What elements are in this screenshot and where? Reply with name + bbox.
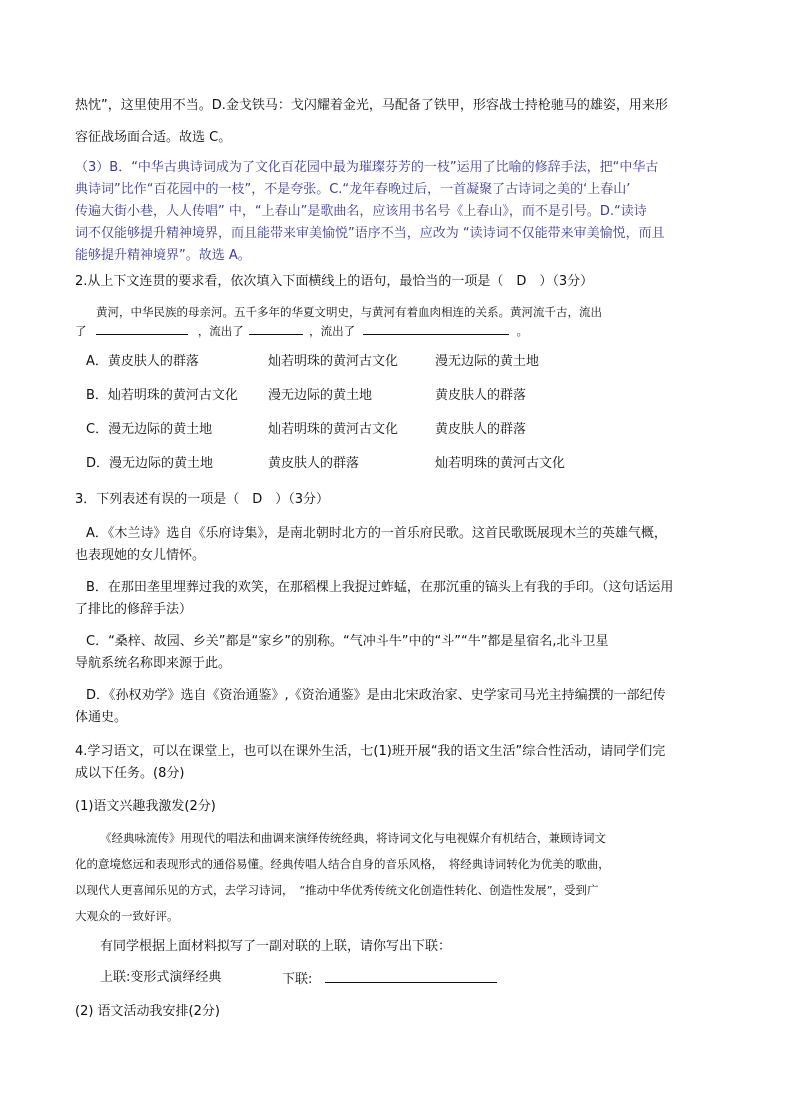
explanation-line: 能够提升精神境界”。故选 A。	[75, 248, 251, 263]
text-line: 热忱”，这里使用不当。D.金戈铁马：戈闪耀着金光，马配备了铁甲，形容战士持枪驰马的雄姿，用来形	[75, 98, 668, 113]
couplet-lower-label: 下联:	[282, 972, 313, 987]
option-d-line: D．《孙权劝学》选自《资治通鉴》,《资治通鉴》是由北宋政治家、史学家司马光主持编撰的一部纪传	[86, 688, 666, 703]
option-c-line: 导航系统名称即来源于此。	[75, 656, 232, 671]
material-line: 大观众的一致好评。	[75, 909, 179, 923]
material-line: 《经典咏流传》用现代的唱法和曲调来演绎传统经典，将诗词文化与电视媒介有机结合，兼顾诗词文	[100, 831, 606, 845]
option-cell: B．灿若明珠的黄河古文化	[86, 388, 238, 403]
blank-2[interactable]	[249, 320, 303, 335]
blank-3[interactable]	[363, 320, 509, 335]
material-line: 化的意境悠远和表现形式的通俗易懂。经典传唱人结合自身的音乐风格， 将经典诗词转化为优美的歌曲，	[75, 857, 610, 871]
option-cell: A．黄皮肤人的群落	[86, 354, 199, 369]
option-c-line: C．“桑梓、故园、乡关”都是“家乡”的别称。“气冲斗牛”中的“斗”“牛”都是星宿名,北斗卫星	[86, 634, 609, 649]
option-b-line: B．在那田垄里埋葬过我的欢笑，在那稻棵上我捉过蚱蜢，在那沉重的镐头上有我的手印。（这句话运用	[86, 580, 674, 595]
option-cell: C．漫无边际的黄土地	[86, 422, 213, 437]
option-cell: 黄皮肤人的群落	[268, 456, 360, 471]
option-cell: 黄皮肤人的群落	[435, 388, 527, 403]
passage-text: ，流出了	[197, 324, 244, 338]
option-d-line: 体通史。	[75, 710, 128, 725]
option-cell: 灿若明珠的黄河古文化	[268, 422, 399, 437]
option-cell: 灿若明珠的黄河古文化	[435, 456, 566, 471]
material-line: 以现代人更喜闻乐见的方式，去学习诗词， “推动中华优秀传统文化创造性转化、创造性发展”，受到广	[75, 883, 599, 897]
explanation-line: 词不仅能够提升精神境界，而且能带来审美愉悦”语序不当，应改为 “读诗词不仅能带来审美愉悦，而且	[75, 226, 665, 241]
blank-1[interactable]	[96, 320, 188, 335]
option-cell: 灿若明珠的黄河古文化	[268, 354, 399, 369]
question-3-title: 3．下列表述有误的一项是（ D ）（3分）	[75, 492, 330, 507]
passage-text: 。	[516, 324, 528, 338]
explanation-line: 传遍大街小巷，人人传唱” 中，“上春山”是歌曲名，应该用书名号《上春山》，而不是引号。D.“读诗	[75, 204, 647, 219]
question-4-title: 4.学习语文，可以在课堂上，也可以在课外生活，七(1)班开展“我的语文生活”综合性活动，请同学们完	[75, 744, 666, 759]
passage-text: ，流出了	[309, 324, 356, 338]
passage-fill-line	[75, 320, 528, 341]
couplet-lower-blank[interactable]	[325, 968, 497, 983]
explanation-line: 典诗词”比作“百花园中的一枝”，不是夸张。C.“龙年春晚过后，一首凝聚了古诗词之美的‘上春山’	[75, 182, 631, 197]
option-a-line: 也表现她的女儿情怀。	[75, 548, 206, 563]
subtask-1-title: (1)语文兴趣我激发(2分)	[75, 799, 216, 814]
option-a-line: A．《木兰诗》选自《乐府诗集》，是南北朝时北方的一首乐府民歌。这首民歌既展现木兰的英雄气概，	[86, 526, 667, 541]
option-cell: D．漫无边际的黄土地	[86, 456, 214, 471]
couplet-prompt: 有同学根据上面材料拟写了一副对联的上联，请你写出下联：	[100, 939, 452, 954]
couplet-lower	[282, 968, 497, 990]
question-2-title: 2.从上下文连贯的要求看，依次填入下面横线上的语句，最恰当的一项是（ D ）（3分）	[75, 274, 594, 289]
option-cell: 漫无边际的黄土地	[268, 388, 373, 403]
option-cell: 黄皮肤人的群落	[435, 422, 527, 437]
passage-text: 了	[75, 324, 87, 338]
explanation-line: （3）B．“中华古典诗词成为了文化百花园中最为璀璨芬芳的一枝”运用了比喻的修辞手法，把“中华古	[75, 160, 659, 175]
subtask-2-title: (2) 语文活动我安排(2分)	[75, 1004, 220, 1019]
option-b-line: 了排比的修辞手法）	[75, 602, 193, 617]
text-line: 容征战场面合适。故选 C。	[75, 130, 232, 145]
question-4-title: 成以下任务。(8分)	[75, 766, 185, 781]
passage-line: 黄河，中华民族的母亲河。五千多年的华夏文明史，与黄河有着血肉相连的关系。黄河流千古，流出	[96, 305, 602, 319]
couplet-upper: 上联:变形式演绎经典	[100, 970, 222, 985]
option-cell: 漫无边际的黄土地	[435, 354, 540, 369]
